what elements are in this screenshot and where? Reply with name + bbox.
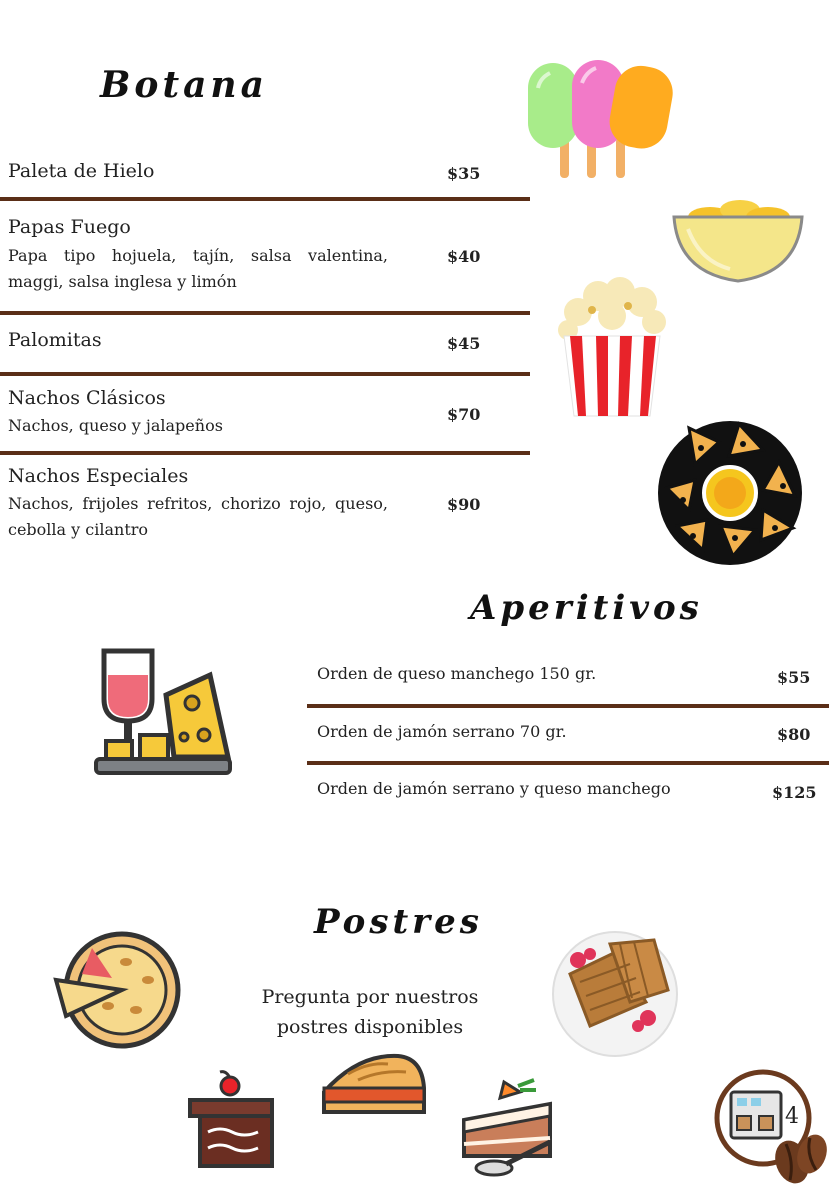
item-description: Nachos, queso y jalapeños — [8, 416, 223, 435]
item-price: $45 — [447, 334, 481, 353]
aperitivo-name: Orden de jamón serrano 70 gr. — [317, 722, 567, 741]
aperitivo-name: Orden de jamón serrano y queso manchego — [317, 779, 671, 798]
pie-slice-icon — [318, 1050, 430, 1122]
postres-heading: Postres — [314, 902, 483, 942]
item-name: Paleta de Hielo — [8, 160, 155, 182]
item-name: Papas Fuego — [8, 216, 131, 238]
popsicles-icon — [520, 58, 680, 183]
postres-text: Pregunta por nuestros postres disponibles — [261, 986, 479, 1038]
item-price: $90 — [447, 495, 481, 514]
coffee-beans-icon — [770, 1128, 830, 1188]
divider — [0, 372, 530, 376]
aperitivo-name: Orden de queso manchego 150 gr. — [317, 664, 597, 683]
divider — [0, 311, 530, 315]
item-price: $40 — [447, 247, 481, 266]
item-price: $35 — [447, 164, 481, 183]
carrot-cake-icon — [460, 1078, 560, 1178]
item-description: Nachos, frijoles refritos, chorizo rojo, queso, cebolla y cilantro — [8, 494, 388, 539]
aperitivo-price: $55 — [777, 668, 811, 687]
item-name: Nachos Especiales — [8, 465, 189, 487]
aperitivos-heading: Aperitivos — [470, 588, 703, 628]
cake-slice-icon — [186, 1070, 276, 1170]
pie-icon — [52, 928, 182, 1052]
divider — [307, 761, 829, 765]
aperitivo-price: $125 — [772, 783, 817, 802]
popcorn-icon — [556, 276, 668, 418]
aperitivo-price: $80 — [777, 725, 811, 744]
waffles-icon — [550, 930, 680, 1058]
page-number: 4 — [785, 1104, 799, 1129]
divider — [0, 197, 530, 201]
botana-heading: Botana — [100, 64, 268, 106]
item-description: Papa tipo hojuela, tajín, salsa valentina, maggi, salsa inglesa y limón — [8, 246, 388, 291]
item-name: Palomitas — [8, 329, 102, 351]
item-name: Nachos Clásicos — [8, 387, 166, 409]
item-price: $70 — [447, 405, 481, 424]
wine-cheese-icon — [92, 645, 234, 785]
chips-bowl-icon — [670, 195, 806, 285]
divider — [0, 451, 530, 455]
nachos-plate-icon — [655, 418, 805, 568]
divider — [307, 704, 829, 708]
